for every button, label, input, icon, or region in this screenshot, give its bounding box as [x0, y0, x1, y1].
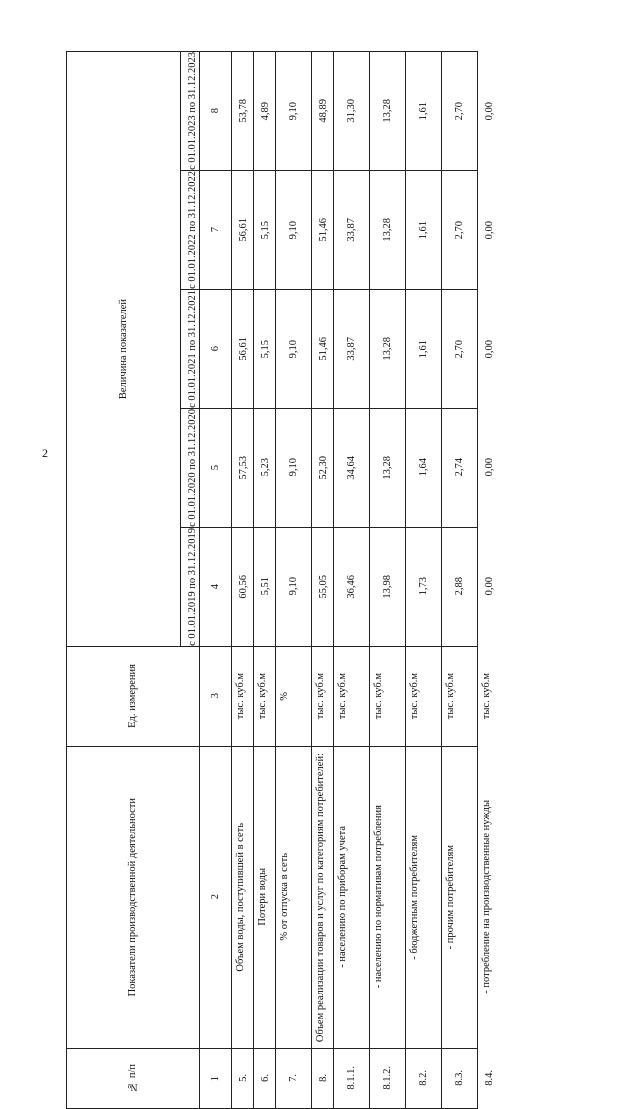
unit-cell-text: тыс. куб.м — [257, 672, 268, 720]
value-cell-text: 4,89 — [260, 101, 271, 121]
value-cell — [312, 170, 334, 289]
value-cell-text: 51,46 — [318, 218, 329, 242]
value-cell-text: 53,78 — [238, 99, 249, 123]
value-cell — [276, 527, 312, 646]
unit-cell-text: тыс. куб.м — [337, 672, 348, 720]
values-group-header — [67, 52, 181, 647]
column-number — [200, 646, 232, 746]
unit-cell-text: тыс. куб.м — [481, 672, 492, 720]
value-cell-text: 2,74 — [453, 458, 465, 477]
period-header-text: с 01.01.2019 по 31.12.2019 — [187, 527, 198, 646]
indicator-name-cell-text: - потребление на производственные нужды — [481, 800, 492, 994]
row-number-cell — [406, 1048, 442, 1108]
indicator-name-cell — [232, 746, 254, 1048]
unit-cell — [406, 646, 442, 746]
unit-cell — [370, 646, 406, 746]
value-cell-text: 57,53 — [238, 455, 249, 480]
value-cell — [276, 289, 312, 408]
row-number-cell — [232, 1048, 254, 1108]
value-cell-text: 34,64 — [345, 455, 357, 480]
value-cell — [406, 289, 442, 408]
value-cell — [312, 52, 334, 171]
value-cell — [276, 52, 312, 171]
value-cell — [334, 52, 370, 171]
value-cell-text: 56,61 — [238, 218, 249, 242]
value-cell — [232, 170, 254, 289]
value-cell-text: 1,64 — [417, 458, 429, 477]
row-number-cell — [276, 1048, 312, 1108]
value-cell-text: 1,61 — [417, 101, 429, 121]
row-number-cell-text: 6. — [260, 1074, 271, 1083]
unit-header — [67, 646, 200, 746]
value-cell — [370, 289, 406, 408]
period-header — [181, 52, 200, 171]
value-cell — [232, 289, 254, 408]
value-cell-text: 0,00 — [484, 339, 495, 358]
indicator-name-cell — [276, 746, 312, 1048]
value-cell — [370, 527, 406, 646]
unit-cell-text: тыс. куб.м — [445, 672, 456, 720]
value-cell — [442, 289, 478, 408]
column-number-text: 5 — [209, 465, 221, 471]
value-cell — [406, 52, 442, 171]
value-cell — [442, 527, 478, 646]
indicator-name-cell — [334, 746, 370, 1048]
value-cell-text: 2,70 — [453, 220, 465, 240]
value-cell-text: 60,56 — [238, 574, 249, 599]
unit-cell — [276, 646, 312, 746]
value-cell — [312, 408, 334, 527]
row-number-cell-text: 8.3. — [453, 1070, 465, 1087]
indicators-table — [66, 51, 495, 1109]
value-cell-text: 13,28 — [381, 336, 393, 361]
unit-cell-text: тыс. куб.м — [373, 672, 384, 720]
row-number-cell-text: 8.1.2. — [381, 1066, 393, 1090]
value-cell — [254, 170, 276, 289]
period-header — [181, 527, 200, 646]
value-cell-text: 5,23 — [260, 458, 271, 477]
period-header — [181, 408, 200, 527]
value-cell-text: 36,46 — [345, 574, 357, 599]
period-header-text: с 01.01.2020 по 31.12.2020 — [187, 408, 198, 527]
name-header-text: Показатели производственной деятельности — [127, 797, 139, 997]
value-cell — [370, 170, 406, 289]
value-cell — [232, 52, 254, 171]
value-cell — [406, 170, 442, 289]
unit-header-text: Ед. измерения — [127, 664, 139, 728]
period-header — [181, 170, 200, 289]
value-cell — [334, 170, 370, 289]
value-cell — [406, 408, 442, 527]
value-cell-text: 5,51 — [260, 577, 271, 596]
value-cell-text: 9,10 — [287, 339, 299, 358]
column-number-text: 4 — [209, 583, 221, 590]
value-cell — [312, 289, 334, 408]
value-cell — [442, 52, 478, 171]
row-number-cell-text: 8.2. — [417, 1070, 429, 1087]
period-header — [181, 289, 200, 408]
column-number-text: 6 — [209, 346, 221, 352]
unit-cell — [442, 646, 478, 746]
value-cell — [232, 408, 254, 527]
column-number-text: 7 — [209, 227, 221, 233]
value-cell-text: 2,70 — [453, 101, 465, 121]
column-number — [200, 408, 232, 527]
value-cell — [254, 289, 276, 408]
value-cell — [370, 52, 406, 171]
num-header — [67, 1048, 200, 1108]
value-cell-text: 0,00 — [484, 458, 495, 477]
value-cell-text: 51,46 — [318, 336, 329, 361]
period-header-text: с 01.01.2022 по 31.12.2022 — [187, 170, 198, 289]
indicator-name-cell-text: - населению по нормативам потребления — [373, 805, 384, 989]
column-number-text: 8 — [209, 108, 221, 114]
value-cell-text: 5,15 — [260, 220, 271, 240]
value-cell-text: 9,10 — [287, 101, 299, 121]
value-cell — [276, 408, 312, 527]
unit-cell-text: % — [279, 691, 290, 701]
indicator-name-cell-text: % от отпуска в сеть — [279, 853, 290, 941]
value-cell-text: 52,30 — [318, 455, 329, 480]
value-cell — [334, 408, 370, 527]
unit-cell-text: тыс. куб.м — [315, 672, 326, 720]
value-cell-text: 31,30 — [345, 99, 357, 123]
name-row — [67, 746, 478, 1048]
period-header-text: с 01.01.2023 по 31.12.2023 — [187, 52, 198, 170]
value-cell-text: 33,87 — [345, 336, 357, 361]
indicator-name-cell-text: - бюджетным потребителям — [409, 834, 420, 960]
value-cell-text: 13,28 — [381, 455, 393, 480]
values-group-header-text: Величина показателей — [117, 298, 129, 399]
value-cell — [442, 408, 478, 527]
unit-cell — [254, 646, 276, 746]
row-number-cell-text: 5. — [238, 1074, 249, 1083]
num-row — [67, 1048, 478, 1108]
value-cell-text: 56,61 — [238, 336, 249, 361]
column-number — [200, 289, 232, 408]
unit-cell — [232, 646, 254, 746]
row-number-cell — [254, 1048, 276, 1108]
value-cell — [254, 527, 276, 646]
column-number — [200, 170, 232, 289]
value-cell-text: 0,00 — [484, 577, 495, 596]
value-cell — [334, 289, 370, 408]
row-number-cell-text: 8.4. — [484, 1070, 495, 1087]
value-cell-text: 5,15 — [260, 339, 271, 358]
value-cell — [370, 408, 406, 527]
value-cell-text: 1,73 — [417, 577, 429, 596]
value-cell-text: 0,00 — [484, 101, 495, 121]
value-cell-text: 0,00 — [484, 220, 495, 240]
column-number-text: 1 — [209, 1075, 221, 1081]
column-number — [200, 746, 232, 1048]
value-cell — [334, 527, 370, 646]
column-number-text: 2 — [209, 894, 221, 900]
row-number-cell — [312, 1048, 334, 1108]
row-number-cell — [334, 1048, 370, 1108]
value-cell — [254, 52, 276, 171]
unit-cell-text: тыс. куб.м — [235, 672, 246, 720]
value-cell — [276, 170, 312, 289]
value-cell-text: 48,89 — [318, 99, 329, 123]
value-cell-text: 1,61 — [417, 339, 429, 358]
value-cell — [232, 527, 254, 646]
indicator-name-cell-text: Потери воды — [257, 868, 268, 926]
row-number-cell — [442, 1048, 478, 1108]
unit-cell-text: тыс. куб.м — [409, 672, 420, 720]
row-number-cell — [370, 1048, 406, 1108]
indicator-name-cell-text: - населению по приборам учета — [337, 826, 348, 968]
value-cell-text: 55,05 — [318, 574, 329, 599]
value-cell-text: 13,28 — [381, 99, 393, 123]
indicator-name-cell-text: - прочим потребителям — [445, 844, 456, 950]
column-number — [200, 1048, 232, 1108]
unit-row — [67, 646, 478, 746]
indicator-name-cell — [370, 746, 406, 1048]
value-cell-text: 9,10 — [287, 458, 299, 477]
column-number — [200, 52, 232, 171]
indicator-name-cell — [254, 746, 276, 1048]
value-cell — [312, 527, 334, 646]
unit-cell — [312, 646, 334, 746]
indicator-name-cell-text: Объем воды, поступившей в сеть — [235, 822, 246, 972]
row-number-cell-text: 8.1.1. — [345, 1066, 357, 1090]
page-number: 2 — [42, 446, 48, 460]
value-cell-text: 13,98 — [381, 574, 393, 599]
value-cell-text: 9,10 — [287, 577, 299, 596]
name-header — [67, 746, 200, 1048]
value-cell-text: 33,87 — [345, 218, 357, 242]
value-cell — [442, 170, 478, 289]
indicator-name-cell — [312, 746, 334, 1048]
indicator-name-cell — [406, 746, 442, 1048]
value-cell — [254, 408, 276, 527]
period-row — [67, 52, 478, 171]
column-number-text: 3 — [209, 693, 221, 699]
value-cell-text: 1,61 — [417, 220, 429, 240]
value-cell-text: 2,70 — [453, 339, 465, 358]
row-number-cell-text: 7. — [287, 1074, 299, 1083]
value-cell-text: 13,28 — [381, 218, 393, 242]
value-cell — [406, 527, 442, 646]
value-cell-text: 9,10 — [287, 220, 299, 240]
value-cell-text: 2,88 — [453, 577, 465, 596]
indicator-name-cell-text: Объем реализации товаров и услуг по категориям потребителей: — [315, 752, 326, 1042]
indicator-name-cell — [442, 746, 478, 1048]
unit-cell — [334, 646, 370, 746]
period-header-text: с 01.01.2021 по 31.12.2021 — [187, 289, 198, 408]
num-header-text: № п/п — [127, 1064, 139, 1093]
row-number-cell-text: 8. — [318, 1074, 329, 1083]
column-number — [200, 527, 232, 646]
